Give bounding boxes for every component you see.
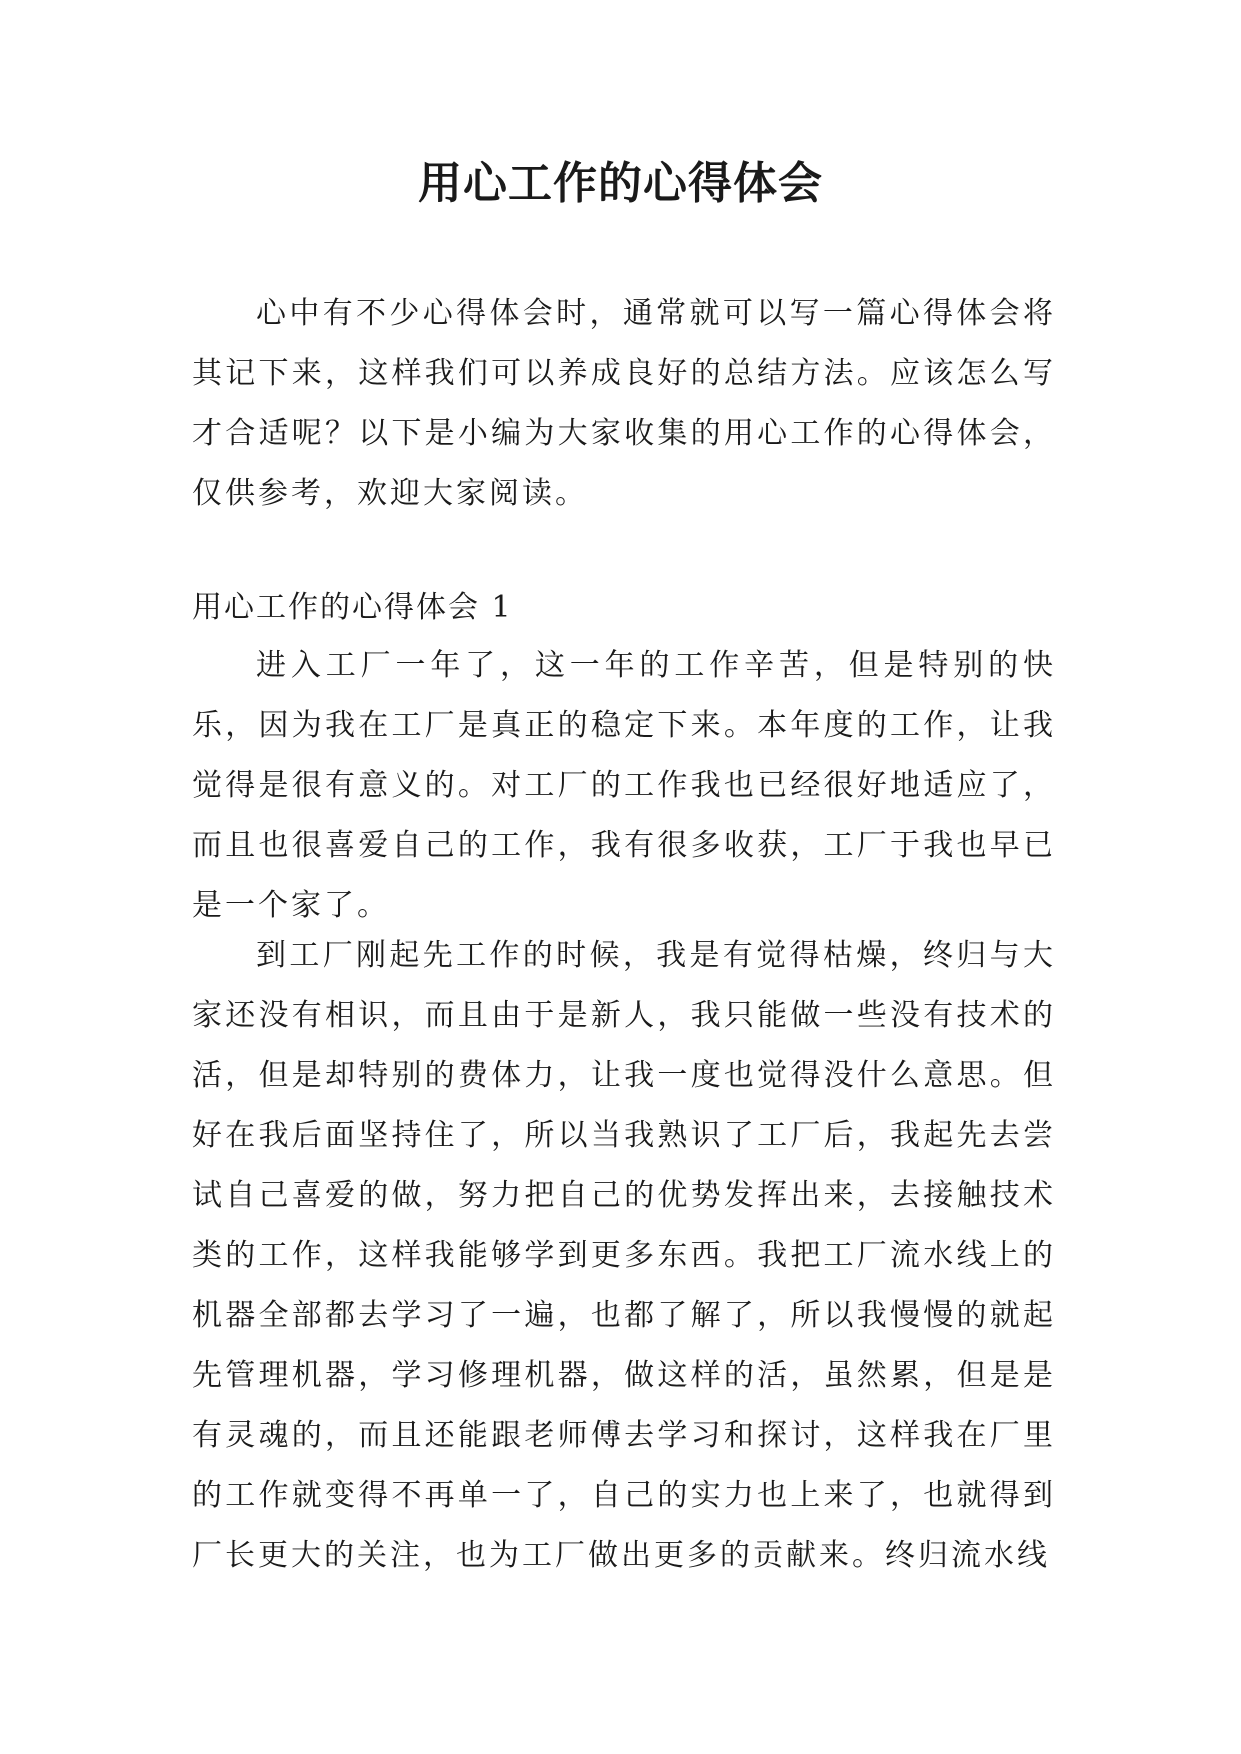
document-title: 用心工作的心得体会 xyxy=(418,158,823,209)
body-paragraph-1: 进入工厂一年了，这一年的工作辛苦，但是特别的快乐，因为我在工厂是真正的稳定下来。本年度的工作，让我觉得是很有意义的。对工厂的工作我也已经很好地适应了，而且也很喜爱自己的工作，我有很多收获，工厂于我也早已是一个家了。 xyxy=(192,648,1056,923)
body-paragraph-2: 到工厂刚起先工作的时候，我是有觉得枯燥，终归与大家还没有相识，而且由于是新人，我只能做一些没有技术的活，但是却特别的费体力，让我一度也觉得没什么意思。但好在我后面坚持住了，所以当我熟识了工厂后，我起先去尝试自己喜爱的做，努力把自己的优势发挥出来，去接触技术类的工作，这样我能够学到更多东西。我把工厂流水线上的机器全部都去学习了一遍，也都了解了，所以我慢慢的就起先管理机器，学习修理机器，做这样的活，虽然累，但是是有灵魂的，而且还能跟老师傅去学习和探讨，这样我在厂里的工作就变得不再单一了，自己的实力也上来了，也就得到厂长更大的关注，也为工厂做出更多的贡献来。终归流水线 xyxy=(192,938,1056,1573)
intro-paragraph: 心中有不少心得体会时，通常就可以写一篇心得体会将其记下来，这样我们可以养成良好的总结方法。应该怎么写才合适呢？以下是小编为大家收集的用心工作的心得体会，仅供参考，欢迎大家阅读。 xyxy=(192,296,1056,511)
section-heading: 用心工作的心得体会 1 xyxy=(192,590,513,625)
